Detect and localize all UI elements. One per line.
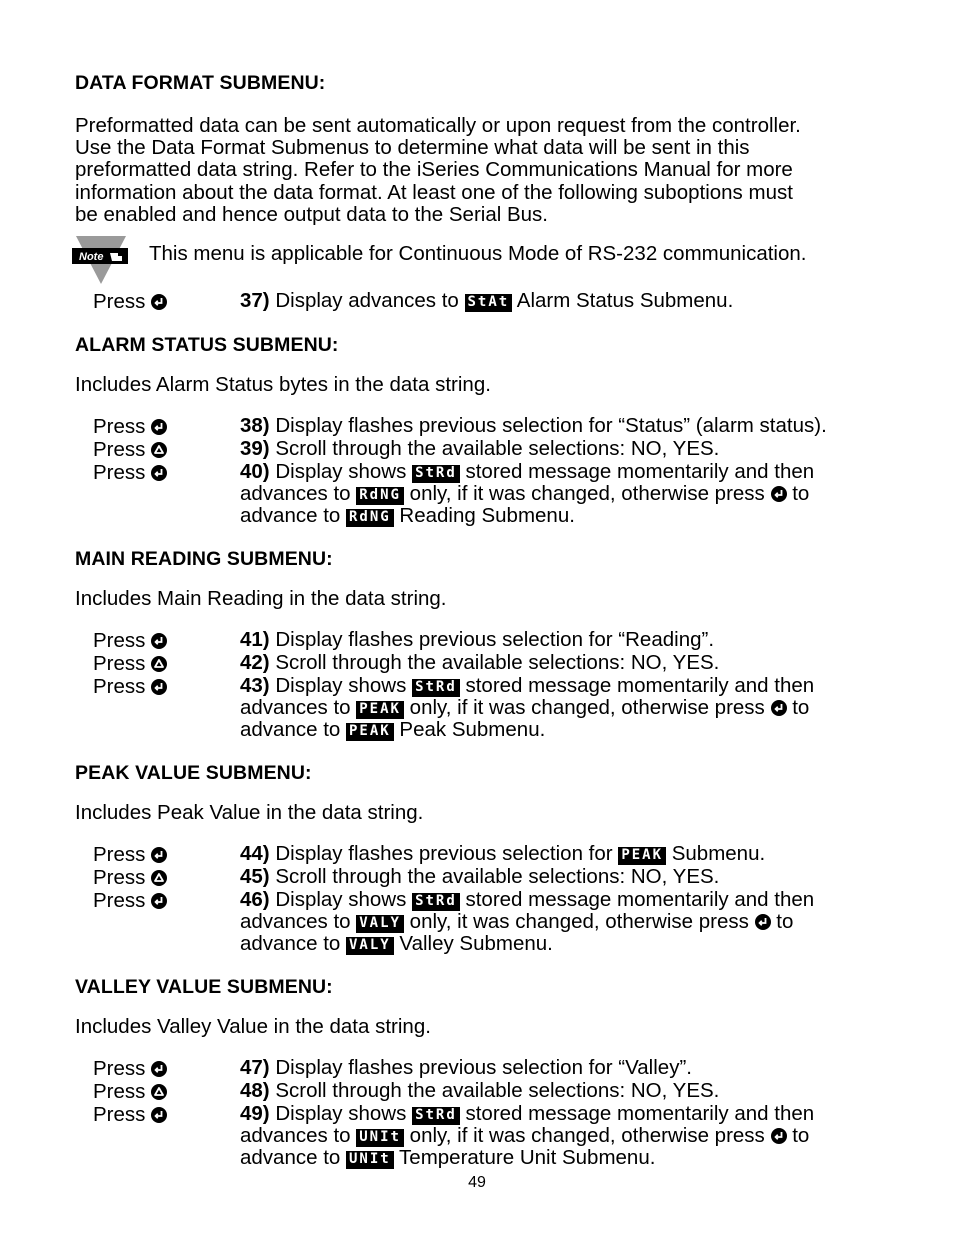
section-heading: DATA FORMAT SUBMENU:: [75, 72, 326, 94]
note-badge-text: Note: [79, 251, 104, 263]
enter-key-icon: [771, 486, 787, 502]
press-enter: Press: [93, 675, 167, 699]
press-up: Press: [93, 438, 167, 462]
section-intro: Includes Peak Value in the data string.: [75, 801, 424, 824]
step-45: 45) Scroll through the available selections: NO, YES.: [240, 865, 720, 888]
section-intro: Includes Alarm Status bytes in the data string.: [75, 373, 491, 396]
paragraph-line: Preformatted data can be sent automatically or upon request from the controller.: [75, 114, 801, 137]
lcd-display: StRd: [412, 1107, 460, 1125]
press-enter: Press: [93, 290, 167, 314]
enter-key-icon: [771, 1128, 787, 1144]
note-hand-icon: [72, 234, 130, 286]
press-enter: Press: [93, 415, 167, 439]
section-intro: Includes Main Reading in the data string.: [75, 587, 447, 610]
lcd-display: UNIt: [356, 1129, 404, 1147]
lcd-display: StRd: [412, 679, 460, 697]
enter-key-icon: [151, 294, 167, 310]
lcd-display: VALY: [346, 937, 394, 955]
step-47: 47) Display flashes previous selection for “Valley”.: [240, 1056, 692, 1079]
press-enter: Press: [93, 1103, 167, 1127]
section-heading: ALARM STATUS SUBMENU:: [75, 334, 339, 356]
step-42: 42) Scroll through the available selections: NO, YES.: [240, 651, 720, 674]
enter-key-icon: [771, 700, 787, 716]
enter-key-icon: [151, 1107, 167, 1123]
enter-key-icon: [151, 1061, 167, 1077]
press-enter: Press: [93, 629, 167, 653]
press-up: Press: [93, 652, 167, 676]
step-43: 43) Display shows StRd stored message momentarily and then advances to PEAK only, if it was changed, otherwise press to advance to PEAK Peak Submenu.: [240, 674, 815, 742]
step-44: 44) Display flashes previous selection for PEAK Submenu.: [240, 842, 766, 865]
up-key-icon: [151, 870, 167, 886]
paragraph-line: preformatted data string. Refer to the iSeries Communications Manual for more: [75, 158, 793, 182]
page-number: 49: [468, 1174, 486, 1191]
press-up: Press: [93, 1080, 167, 1104]
press-enter: Press: [93, 889, 167, 913]
enter-key-icon: [151, 633, 167, 649]
step-41: 41) Display flashes previous selection for “Reading”.: [240, 628, 715, 651]
enter-key-icon: [151, 465, 167, 481]
up-key-icon: [151, 442, 167, 458]
step-39: 39) Scroll through the available selections: NO, YES.: [240, 437, 720, 460]
lcd-display: StAt: [465, 294, 513, 312]
enter-key-icon: [151, 847, 167, 863]
section-intro: Includes Valley Value in the data string.: [75, 1015, 431, 1038]
lcd-display: PEAK: [346, 723, 394, 741]
up-key-icon: [151, 1084, 167, 1100]
lcd-display: StRd: [412, 465, 460, 483]
note-text: This menu is applicable for Continuous Mode of RS-232 communication.: [149, 242, 807, 265]
step-48: 48) Scroll through the available selections: NO, YES.: [240, 1079, 720, 1102]
description-paragraph: [75, 115, 895, 226]
lcd-display: UNIt: [346, 1151, 394, 1169]
press-enter: Press: [93, 1057, 167, 1081]
lcd-display: StRd: [412, 893, 460, 911]
paragraph-line: be enabled and hence output data to the Serial Bus.: [75, 202, 549, 226]
step-38: 38) Display flashes previous selection for “Status” (alarm status).: [240, 414, 827, 437]
press-up: Press: [93, 866, 167, 890]
enter-key-icon: [151, 679, 167, 695]
enter-key-icon: [755, 914, 771, 930]
step-49: 49) Display shows StRd stored message momentarily and then advances to UNIt only, if it was changed, otherwise press to advance to UNIt Temperature Unit Submenu.: [240, 1102, 815, 1170]
lcd-display: VALY: [356, 915, 404, 933]
lcd-display: RdNG: [356, 487, 404, 505]
paragraph-line: information about the data format. At least one of the following suboptions must: [75, 180, 793, 204]
section-heading: MAIN READING SUBMENU:: [75, 548, 333, 570]
press-enter: Press: [93, 843, 167, 867]
paragraph-line: Use the Data Format Submenus to determine what data will be sent in this: [75, 136, 750, 160]
up-key-icon: [151, 656, 167, 672]
section-heading: PEAK VALUE SUBMENU:: [75, 762, 312, 784]
step-37: 37) Display advances to StAt Alarm Status Submenu.: [240, 289, 734, 312]
lcd-display: RdNG: [346, 509, 394, 527]
lcd-display: PEAK: [618, 847, 666, 865]
enter-key-icon: [151, 893, 167, 909]
step-46: 46) Display shows StRd stored message momentarily and then advances to VALY only, it was changed, otherwise press to advance to VALY Valley Submenu.: [240, 888, 815, 956]
step-40: 40) Display shows StRd stored message momentarily and then advances to RdNG only, if it was changed, otherwise press to advance to RdNG Reading Submenu.: [240, 460, 815, 528]
press-enter: Press: [93, 461, 167, 485]
lcd-display: PEAK: [356, 701, 404, 719]
enter-key-icon: [151, 419, 167, 435]
section-heading: VALLEY VALUE SUBMENU:: [75, 976, 333, 998]
